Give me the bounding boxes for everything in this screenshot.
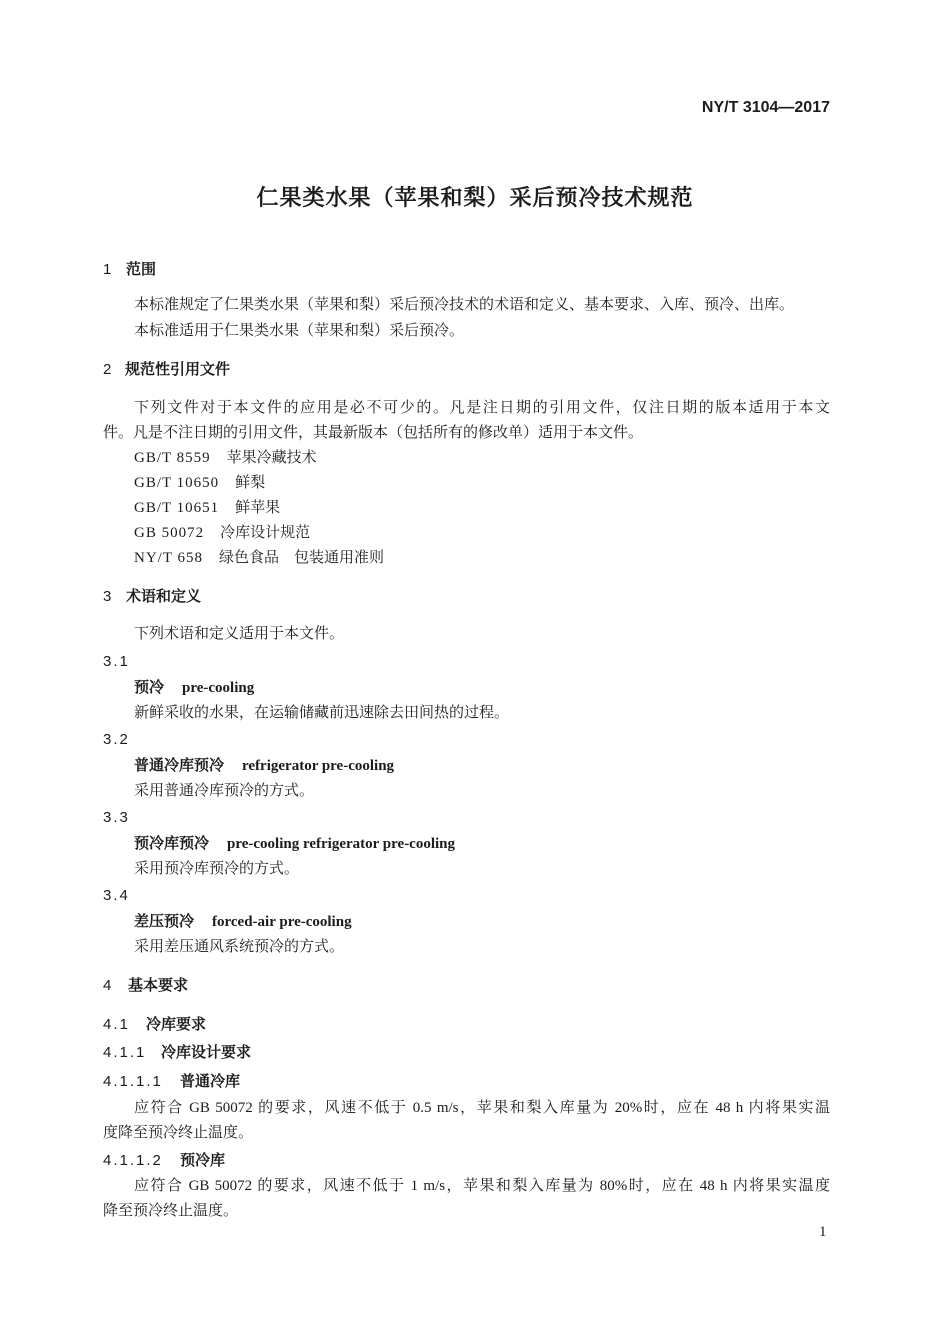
subsection-title: 冷库要求 [146, 1016, 207, 1033]
document-title: 仁果类水果（苹果和梨）采后预冷技术规范 [256, 185, 694, 210]
term-definition: 采用差压通风系统预冷的方式。 [134, 939, 345, 955]
subsection-number: 4.1.1.1 [103, 1073, 163, 1090]
term-entry [134, 678, 254, 698]
section-number: 3 [103, 588, 114, 605]
paragraph-line: 件。凡是不注日期的引用文件，其最新版本（包括所有的修改单）适用于本文件。 [103, 425, 644, 441]
reference-item [134, 523, 310, 543]
subsection-title: 预冷库 [180, 1152, 226, 1169]
term-chinese: 预冷库预冷 [134, 835, 210, 852]
term-definition: 采用普通冷库预冷的方式。 [134, 783, 315, 799]
term-definition: 新鲜采收的水果，在运输储藏前迅速除去田间热的过程。 [134, 705, 510, 721]
reference-title: 苹果冷藏技术 [226, 450, 317, 466]
section-title: 基本要求 [128, 977, 189, 994]
subsection-number: 4.1.1.2 [103, 1152, 163, 1169]
term-entry [134, 834, 455, 854]
term-english: pre-cooling refrigerator pre-cooling [227, 836, 456, 852]
reference-item [134, 448, 317, 468]
term-number: 3.3 [103, 809, 130, 826]
term-english: pre-cooling [182, 680, 255, 696]
reference-title: 绿色食品 包装通用准则 [218, 550, 384, 566]
term-entry [134, 912, 352, 932]
reference-item [134, 498, 280, 518]
reference-code: GB/T 10650 [134, 475, 220, 491]
reference-title: 鲜苹果 [235, 500, 281, 516]
reference-code: GB/T 8559 [134, 450, 211, 466]
paragraph-line: 下列文件对于本文件的应用是必不可少的。凡是注日期的引用文件，仅注日期的版本适用于本文 [134, 400, 830, 416]
reference-code: GB/T 10651 [134, 500, 220, 516]
term-chinese: 预冷 [134, 679, 165, 696]
paragraph-line: 降至预冷终止温度。 [103, 1203, 239, 1219]
section-title: 术语和定义 [126, 588, 202, 605]
term-chinese: 差压预冷 [134, 913, 195, 930]
page-number: 1 [819, 1224, 827, 1240]
term-number: 3.2 [103, 731, 130, 748]
section-title: 范围 [126, 261, 157, 278]
term-english: forced-air pre-cooling [212, 914, 352, 930]
subsection-title: 冷库设计要求 [161, 1044, 252, 1061]
reference-item [134, 548, 384, 568]
term-english: refrigerator pre-cooling [242, 758, 395, 774]
term-number: 3.4 [103, 887, 130, 904]
subsection-title: 普通冷库 [180, 1073, 241, 1090]
paragraph-line: 本标准适用于仁果类水果（苹果和梨）采后预冷。 [134, 323, 465, 339]
term-definition: 采用预冷库预冷的方式。 [134, 861, 300, 877]
paragraph-line: 下列术语和定义适用于本文件。 [134, 626, 345, 642]
subsection-number: 4.1.1 [103, 1044, 147, 1061]
reference-title: 冷库设计规范 [220, 525, 311, 541]
paragraph-line: 度降至预冷终止温度。 [103, 1125, 254, 1141]
section-number: 1 [103, 261, 114, 278]
reference-code: GB 50072 [134, 525, 205, 541]
paragraph-line: 应符合 GB 50072 的要求，风速不低于 0.5 m/s，苹果和梨入库量为 20%时，应在 48 h 内将果实温 [134, 1100, 830, 1116]
reference-title: 鲜梨 [235, 475, 266, 491]
paragraph-line: 应符合 GB 50072 的要求，风速不低于 1 m/s，苹果和梨入库量为 80%时，应在 48 h 内将果实温度 [134, 1178, 830, 1194]
document-code: NY/T 3104—2017 [701, 99, 830, 116]
section-title: 规范性引用文件 [125, 361, 231, 378]
term-number: 3.1 [103, 653, 130, 670]
subsection-number: 4.1 [103, 1016, 130, 1033]
term-chinese: 普通冷库预冷 [134, 757, 225, 774]
section-number: 2 [103, 361, 114, 378]
reference-code: NY/T 658 [134, 550, 203, 566]
reference-item [134, 473, 265, 493]
term-entry [134, 756, 394, 776]
section-number: 4 [103, 977, 114, 994]
paragraph-line: 本标准规定了仁果类水果（苹果和梨）采后预冷技术的术语和定义、基本要求、入库、预冷、出库。 [134, 297, 795, 313]
